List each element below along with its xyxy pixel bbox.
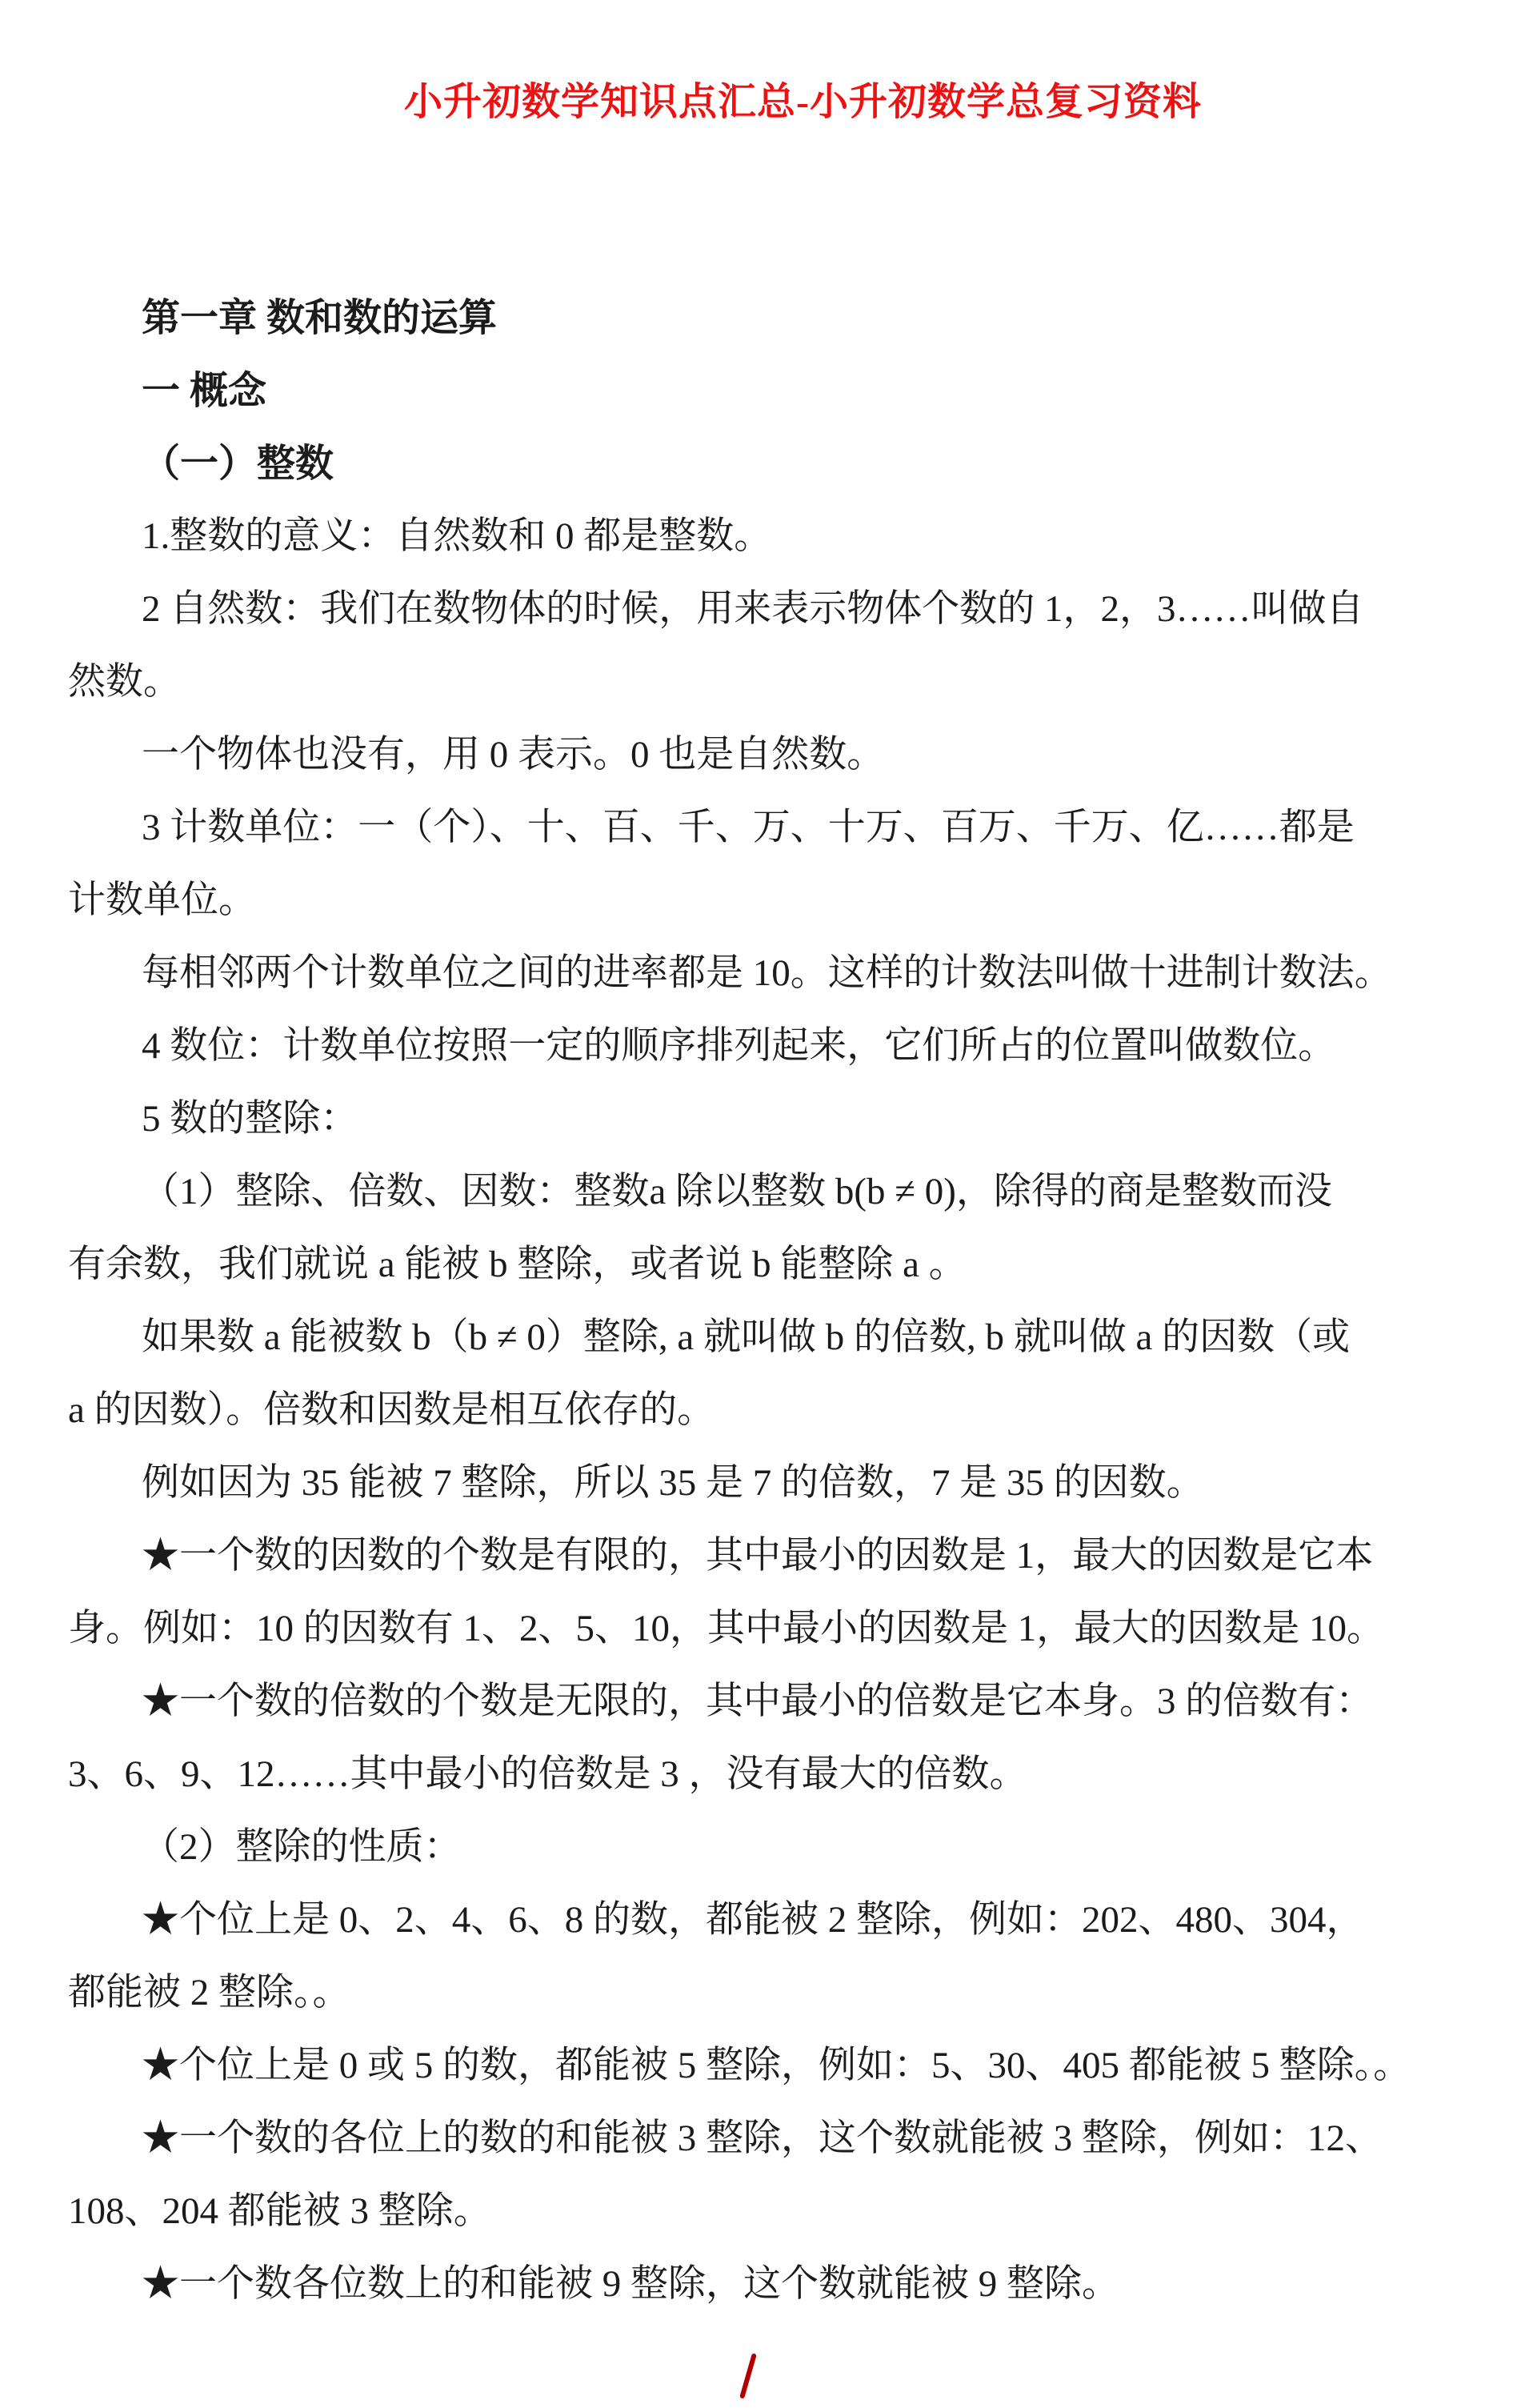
text-line: 2 自然数：我们在数物体的时候，用来表示物体个数的 1，2，3……叫做自 bbox=[142, 588, 1364, 630]
text-line: （2）整除的性质： bbox=[142, 1826, 462, 1868]
text-line: （1）整除、倍数、因数：整数a 除以整数 b(b ≠ 0)，除得的商是整数而没 bbox=[142, 1171, 1332, 1212]
text-line: 1.整数的意义：自然数和 0 都是整数。 bbox=[142, 515, 772, 557]
text-line: 4 数位：计数单位按照一定的顺序排列起来，它们所占的位置叫做数位。 bbox=[142, 1025, 1336, 1067]
page-marker-slash-icon bbox=[739, 2353, 757, 2398]
text-line: ★一个数的倍数的个数是无限的，其中最小的倍数是它本身。3 的倍数有： bbox=[142, 1681, 1374, 1722]
text-line: ★个位上是 0、2、4、6、8 的数，都能被 2 整除，例如：202、480、304， bbox=[142, 1899, 1364, 1941]
document-title: 小升初数学知识点汇总-小升初数学总复习资料 bbox=[404, 81, 1202, 123]
text-line: 5 数的整除： bbox=[142, 1098, 358, 1140]
text-line: 3 计数单位：一（个）、十、百、千、万、十万、百万、千万、亿……都是 bbox=[142, 807, 1355, 848]
text-line: 108、204 都能被 3 整除。 bbox=[68, 2190, 491, 2232]
text-line: 然数。 bbox=[68, 661, 181, 703]
heading-line: （一）整数 bbox=[142, 443, 334, 485]
text-line: ★一个数各位数上的和能被 9 整除，这个数就能被 9 整除。 bbox=[142, 2263, 1119, 2305]
text-line: 都能被 2 整除。。 bbox=[68, 1972, 350, 2013]
text-line: ★一个数的因数的个数是有限的，其中最小的因数是 1，最大的因数是它本 bbox=[142, 1535, 1374, 1577]
text-line: 例如因为 35 能被 7 整除，所以 35 是 7 的倍数，7 是 35 的因数。 bbox=[142, 1462, 1204, 1504]
text-line: 计数单位。 bbox=[68, 879, 256, 921]
text-line: 有余数，我们就说 a 能被 b 整除，或者说 b 能整除 a 。 bbox=[68, 1244, 967, 1285]
heading-line: 第一章 数和数的运算 bbox=[142, 297, 498, 339]
text-line: ★个位上是 0 或 5 的数，都能被 5 整除，例如：5、30、405 都能被 5 整除。。 bbox=[142, 2045, 1411, 2086]
text-line: a 的因数）。倍数和因数是相互依存的。 bbox=[68, 1389, 715, 1431]
text-line: 3、6、9、12……其中最小的倍数是 3 ，没有最大的倍数。 bbox=[68, 1753, 1027, 1795]
text-line: 如果数 a 能被数 b（b ≠ 0）整除, a 就叫做 b 的倍数, b 就叫做 a 的因数（或 bbox=[142, 1316, 1351, 1358]
text-line: 一个物体也没有，用 0 表示。0 也是自然数。 bbox=[142, 734, 885, 775]
heading-line: 一 概念 bbox=[142, 370, 267, 412]
text-line: 每相邻两个计数单位之间的进率都是 10。这样的计数法叫做十进制计数法。 bbox=[142, 952, 1392, 994]
text-line: 身。例如：10 的因数有 1、2、5、10，其中最小的因数是 1，最大的因数是 10。 bbox=[68, 1608, 1384, 1649]
text-line: ★一个数的各位上的数的和能被 3 整除，这个数就能被 3 整除，例如：12、 bbox=[142, 2118, 1383, 2159]
document-body bbox=[68, 282, 1460, 2321]
